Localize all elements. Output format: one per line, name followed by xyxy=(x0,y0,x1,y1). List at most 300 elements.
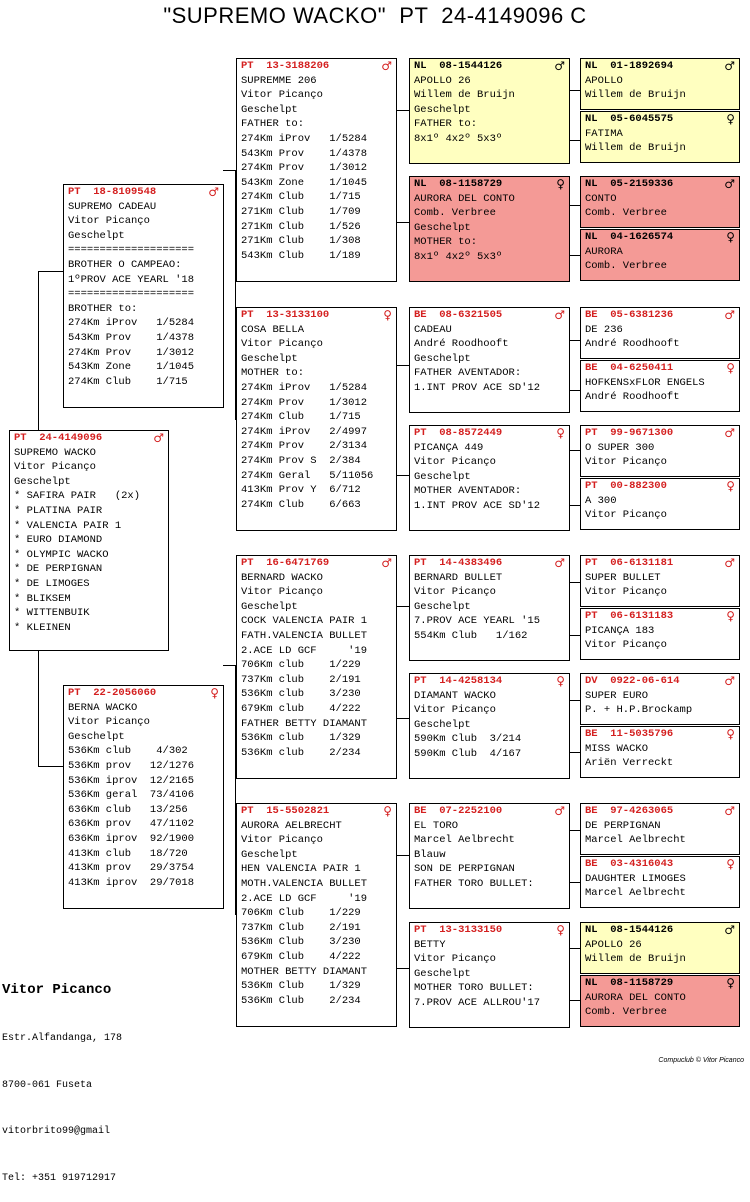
card-header xyxy=(581,230,739,245)
card-line: Geschelpt xyxy=(414,352,471,365)
female-symbol-icon: ♀ xyxy=(726,361,735,375)
pigeon-card-fm xyxy=(236,307,397,531)
connector-line xyxy=(570,1000,580,1001)
card-line: Geschelpt xyxy=(414,470,471,483)
card-line: 413Km prov 29/3754 xyxy=(68,862,195,875)
card-header xyxy=(410,556,569,571)
connector-line xyxy=(397,606,409,607)
card-line: Marcel Aelbrecht xyxy=(414,834,515,847)
card-line: Geschelpt xyxy=(414,221,471,234)
card-line: 543Km Zone 1/1045 xyxy=(68,361,195,374)
card-line: DIAMANT WACKO xyxy=(414,689,496,702)
card-line: 536Km club 4/302 xyxy=(68,745,188,758)
ring-number: DV 0922-06-614 xyxy=(585,675,680,687)
card-line: 636Km iprov 92/1900 xyxy=(68,832,195,845)
card-line: FATHER BETTY DIAMANT xyxy=(241,717,368,730)
card-line: Geschelpt xyxy=(68,229,125,242)
card-line: 274Km Prov 1/3012 xyxy=(68,346,195,359)
ring-number: PT 99-9671300 xyxy=(585,427,674,439)
card-line: 274Km Prov 2/3134 xyxy=(241,440,368,453)
female-symbol-icon: ♀ xyxy=(556,177,565,191)
card-line: 1ºPROV ACE YEARL '18 xyxy=(68,273,195,286)
ring-number: BE 03-4316043 xyxy=(585,858,674,870)
connector-line xyxy=(570,700,580,701)
male-symbol-icon: ♂ xyxy=(554,556,565,570)
card-line: ==================== xyxy=(68,288,195,301)
connector-line xyxy=(570,255,580,256)
female-symbol-icon: ♀ xyxy=(726,609,735,623)
card-line: FATHER TORO BULLET: xyxy=(414,877,534,890)
card-line: 7.PROV ACE YEARL '15 xyxy=(414,615,541,628)
page-title: "SUPREMO WACKO" PT 24-4149096 C xyxy=(163,3,587,28)
card-line: Vitor Picanço xyxy=(14,461,96,474)
card-line: APOLLO xyxy=(585,74,623,87)
card-line: SUPREMME 206 xyxy=(241,74,317,87)
card-line: 274Km iProv 1/5284 xyxy=(241,132,368,145)
male-symbol-icon: ♂ xyxy=(381,556,392,570)
card-line: AURORA AELBRECHT xyxy=(241,819,342,832)
card-line: * VALENCIA PAIR 1 xyxy=(14,519,122,532)
connector-line xyxy=(397,365,409,366)
ring-number: PT 22-2056060 xyxy=(68,687,157,699)
card-line: 413Km iprov 29/7018 xyxy=(68,876,195,889)
female-symbol-icon: ♀ xyxy=(556,674,565,688)
card-line: CONTO xyxy=(585,192,617,205)
card-line: BROTHER to: xyxy=(68,302,138,315)
pigeon-card-g4 xyxy=(580,555,740,607)
card-line: 274Km Prov 1/3012 xyxy=(241,162,368,175)
card-line: SUPER EURO xyxy=(585,689,649,702)
card-line: 636Km club 13/256 xyxy=(68,803,188,816)
pigeon-card-g4 xyxy=(580,478,740,530)
card-header xyxy=(410,177,569,192)
pigeon-card-g4 xyxy=(580,922,740,974)
ring-number: BE 07-2252100 xyxy=(414,805,503,817)
card-line: Geschelpt xyxy=(414,718,471,731)
card-line: André Roodhooft xyxy=(585,338,680,351)
ring-number: PT 14-4383496 xyxy=(414,557,503,569)
ring-number: NL 05-6045575 xyxy=(585,113,674,125)
card-line: Geschelpt xyxy=(414,103,471,116)
card-line: Vitor Picanço xyxy=(241,834,323,847)
card-line: AURORA DEL CONTO xyxy=(414,192,515,205)
card-line: 271Km Club 1/308 xyxy=(241,235,361,248)
ring-number: PT 06-6131183 xyxy=(585,610,674,622)
card-header xyxy=(410,674,569,689)
owner-address: Estr.Alfandanga, 178 xyxy=(2,1033,123,1044)
card-header xyxy=(237,804,396,819)
card-line: PICANÇA 449 xyxy=(414,441,484,454)
connector-line xyxy=(570,205,580,206)
card-line: APOLLO 26 xyxy=(414,74,471,87)
card-line: Comb. Verbree xyxy=(585,1006,667,1019)
female-symbol-icon: ♀ xyxy=(383,804,392,818)
card-header xyxy=(410,308,569,323)
card-line: MOTH.VALENCIA BULLET xyxy=(241,877,368,890)
card-header xyxy=(237,59,396,74)
pigeon-card-fff xyxy=(409,58,570,164)
ring-number: BE 04-6250411 xyxy=(585,362,674,374)
card-line: 554Km Club 1/162 xyxy=(414,629,528,642)
card-line: Geschelpt xyxy=(241,352,298,365)
card-line: * KLEINEN xyxy=(14,621,71,634)
card-line: FATHER AVENTADOR: xyxy=(414,367,522,380)
card-line: 706Km club 1/229 xyxy=(241,659,361,672)
card-line: 590Km Club 3/214 xyxy=(414,733,522,746)
card-line: 590Km Club 4/167 xyxy=(414,747,522,760)
card-line: FATH.VALENCIA BULLET xyxy=(241,629,368,642)
card-line: 271Km Club 1/709 xyxy=(241,205,361,218)
card-header xyxy=(581,727,739,742)
owner-phone: Tel: +351 919712917 xyxy=(2,1172,117,1184)
pigeon-card-subject xyxy=(9,430,169,651)
pigeon-card-g4 xyxy=(580,307,740,359)
pigeon-card-g4 xyxy=(580,673,740,725)
connector-line xyxy=(570,752,580,753)
card-line: DE PERPIGNAN xyxy=(585,819,661,832)
male-symbol-icon: ♂ xyxy=(724,804,735,818)
card-header xyxy=(581,479,739,494)
connector-line xyxy=(397,110,409,111)
card-line: 2.ACE LD GCF '19 xyxy=(241,892,368,905)
card-line: 274Km Club 1/715 xyxy=(241,411,361,424)
card-header xyxy=(581,112,739,127)
card-line: P. + H.P.Brockamp xyxy=(585,704,693,717)
ring-number: BE 11-5035796 xyxy=(585,728,674,740)
card-line: MOTHER to: xyxy=(241,367,305,380)
pigeon-card-mother xyxy=(63,685,224,909)
ring-number: BE 05-6381236 xyxy=(585,309,674,321)
ring-number: PT 00-882300 xyxy=(585,480,667,492)
card-line: Vitor Picanço xyxy=(585,456,667,469)
ring-number: NL 08-1158729 xyxy=(585,977,674,989)
card-line: * OLYMPIC WACKO xyxy=(14,548,109,561)
pigeon-card-g4 xyxy=(580,360,740,412)
card-line: O SUPER 300 xyxy=(585,441,655,454)
card-line: 543Km Prov 1/4378 xyxy=(241,147,368,160)
connector-line xyxy=(38,651,39,766)
card-line: Geschelpt xyxy=(414,967,471,980)
card-header xyxy=(581,426,739,441)
male-symbol-icon: ♂ xyxy=(724,308,735,322)
card-line: DAUGHTER LIMOGES xyxy=(585,872,686,885)
card-line: * BLIKSEM xyxy=(14,592,71,605)
card-header xyxy=(64,185,223,200)
card-line: MOTHER AVENTADOR: xyxy=(414,485,522,498)
pigeon-card-mff xyxy=(409,555,570,661)
card-line: Marcel Aelbrecht xyxy=(585,887,686,900)
card-line: MOTHER BETTY DIAMANT xyxy=(241,965,368,978)
female-symbol-icon: ♀ xyxy=(726,230,735,244)
card-line: 536Km club 2/234 xyxy=(241,746,361,759)
card-line: ==================== xyxy=(68,244,195,257)
card-line: FATHER to: xyxy=(241,118,305,131)
pigeon-card-g4 xyxy=(580,803,740,855)
card-line: Willem de Bruijn xyxy=(585,953,686,966)
pigeon-card-fmm xyxy=(409,425,570,531)
card-line: 7.PROV ACE ALLROU'17 xyxy=(414,996,541,1009)
male-symbol-icon: ♂ xyxy=(554,59,565,73)
connector-line xyxy=(570,340,580,341)
owner-name: Vitor Picanco xyxy=(2,982,112,998)
pigeon-card-g4 xyxy=(580,608,740,660)
card-line: * EURO DIAMOND xyxy=(14,534,103,547)
pigeon-card-mfm xyxy=(409,673,570,779)
card-header xyxy=(581,923,739,938)
male-symbol-icon: ♂ xyxy=(554,804,565,818)
card-line: 706Km Club 1/229 xyxy=(241,907,361,920)
card-line: BROTHER O CAMPEAO: xyxy=(68,258,182,271)
card-line: Geschelpt xyxy=(241,103,298,116)
card-line: DE 236 xyxy=(585,323,623,336)
card-line: * DE LIMOGES xyxy=(14,577,90,590)
female-symbol-icon: ♀ xyxy=(726,479,735,493)
card-line: 536Km Club 3/230 xyxy=(241,936,361,949)
card-header xyxy=(410,923,569,938)
card-line: Vitor Picanço xyxy=(241,338,323,351)
connector-line xyxy=(570,882,580,883)
card-line: 274Km Club 6/663 xyxy=(241,498,361,511)
male-symbol-icon: ♂ xyxy=(724,556,735,570)
card-header xyxy=(581,361,739,376)
card-line: 536Km Club 2/234 xyxy=(241,994,361,1007)
card-line: André Roodhooft xyxy=(414,338,509,351)
connector-line xyxy=(38,271,63,272)
card-line: A 300 xyxy=(585,494,617,507)
card-line: BERNA WACKO xyxy=(68,701,138,714)
card-header xyxy=(237,556,396,571)
card-line: 543Km Club 1/189 xyxy=(241,249,361,262)
owner-postal: 8700-061 Fuseta xyxy=(2,1079,93,1091)
connector-line xyxy=(570,830,580,831)
ring-number: NL 08-1544126 xyxy=(414,60,503,72)
female-symbol-icon: ♀ xyxy=(210,686,219,700)
footer-credit: Compuclub © Vitor Picanco xyxy=(658,1057,744,1064)
card-line: 1.INT PROV ACE SD'12 xyxy=(414,381,541,394)
pigeon-card-mf xyxy=(236,555,397,779)
card-line: MOTHER to: xyxy=(414,236,478,249)
card-line: 536Km geral 73/4106 xyxy=(68,789,195,802)
card-line: SON DE PERPIGNAN xyxy=(414,863,515,876)
card-line: Geschelpt xyxy=(68,730,125,743)
card-header xyxy=(581,308,739,323)
card-line: FATIMA xyxy=(585,127,623,140)
card-header xyxy=(581,804,739,819)
card-line: BERNARD BULLET xyxy=(414,571,503,584)
card-line: Vitor Picanço xyxy=(414,704,496,717)
card-line: Vitor Picanço xyxy=(241,89,323,102)
female-symbol-icon: ♀ xyxy=(726,112,735,126)
male-symbol-icon: ♂ xyxy=(724,59,735,73)
female-symbol-icon: ♀ xyxy=(726,727,735,741)
card-line: 679Km Club 4/222 xyxy=(241,950,361,963)
ring-number: NL 05-2159336 xyxy=(585,178,674,190)
pigeon-card-g4 xyxy=(580,425,740,477)
pigeon-card-g4 xyxy=(580,111,740,163)
ring-number: PT 08-8572449 xyxy=(414,427,503,439)
card-line: BETTY xyxy=(414,938,446,951)
connector-line xyxy=(570,505,580,506)
connector-line xyxy=(223,170,235,171)
card-line: AURORA DEL CONTO xyxy=(585,991,686,1004)
male-symbol-icon: ♂ xyxy=(381,59,392,73)
card-header xyxy=(237,308,396,323)
ring-number: PT 13-3133100 xyxy=(241,309,330,321)
card-line: 536Km prov 12/1276 xyxy=(68,759,195,772)
pigeon-card-father xyxy=(63,184,224,408)
connector-line xyxy=(397,855,409,856)
card-line: 271Km Club 1/526 xyxy=(241,220,361,233)
card-header xyxy=(10,431,168,446)
ring-number: NL 08-1544126 xyxy=(585,924,674,936)
ring-number: NL 08-1158729 xyxy=(414,178,503,190)
card-line: HOFKENSxFLOR ENGELS xyxy=(585,376,705,389)
card-line: CADEAU xyxy=(414,323,452,336)
connector-line xyxy=(570,948,580,949)
male-symbol-icon: ♂ xyxy=(208,185,219,199)
female-symbol-icon: ♀ xyxy=(556,923,565,937)
card-line: Vitor Picanço xyxy=(414,586,496,599)
male-symbol-icon: ♂ xyxy=(724,674,735,688)
pigeon-card-fmf xyxy=(409,307,570,413)
card-line: 274Km Prov S 2/384 xyxy=(241,454,361,467)
card-header xyxy=(581,556,739,571)
card-line: SUPER BULLET xyxy=(585,571,661,584)
connector-line xyxy=(570,582,580,583)
card-line: Vitor Picanço xyxy=(585,639,667,652)
card-line: 543Km Prov 1/4378 xyxy=(68,331,195,344)
female-symbol-icon: ♀ xyxy=(556,426,565,440)
connector-line xyxy=(397,718,409,719)
female-symbol-icon: ♀ xyxy=(726,976,735,990)
card-line: 413Km Prov Y 6/712 xyxy=(241,484,361,497)
card-line: 679Km club 4/222 xyxy=(241,702,361,715)
connector-line xyxy=(397,968,409,969)
card-line: Vitor Picanço xyxy=(68,716,150,729)
card-line: Ariën Verreckt xyxy=(585,757,674,770)
card-line: André Roodhooft xyxy=(585,391,680,404)
connector-line xyxy=(397,222,409,223)
male-symbol-icon: ♂ xyxy=(724,177,735,191)
card-line: HEN VALENCIA PAIR 1 xyxy=(241,863,361,876)
card-line: 274Km iProv 2/4997 xyxy=(241,425,368,438)
card-header xyxy=(581,976,739,991)
pigeon-card-g4 xyxy=(580,856,740,908)
card-line: Willem de Bruijn xyxy=(585,89,686,102)
card-line: 8x1º 4x2º 5x3º xyxy=(414,250,503,263)
card-line: Blauw xyxy=(414,848,446,861)
pigeon-card-ff xyxy=(236,58,397,282)
card-header xyxy=(581,177,739,192)
card-line: 413Km club 18/720 xyxy=(68,847,188,860)
male-symbol-icon: ♂ xyxy=(554,308,565,322)
connector-line xyxy=(38,766,63,767)
card-header xyxy=(64,686,223,701)
card-line: 274Km iProv 1/5284 xyxy=(241,381,368,394)
connector-line xyxy=(570,390,580,391)
male-symbol-icon: ♂ xyxy=(153,431,164,445)
card-line: SUPREMO CADEAU xyxy=(68,200,157,213)
female-symbol-icon: ♀ xyxy=(383,308,392,322)
ring-number: PT 06-6131181 xyxy=(585,557,674,569)
card-line: Willem de Bruijn xyxy=(414,89,515,102)
ring-number: NL 01-1892694 xyxy=(585,60,674,72)
card-line: Vitor Picanço xyxy=(414,456,496,469)
connector-line xyxy=(38,271,39,430)
ring-number: PT 13-3133150 xyxy=(414,924,503,936)
card-line: Comb. Verbree xyxy=(585,260,667,273)
card-header xyxy=(410,426,569,441)
card-line: Geschelpt xyxy=(14,475,71,488)
card-line: PICANÇA 183 xyxy=(585,624,655,637)
card-line: Geschelpt xyxy=(241,600,298,613)
ring-number: PT 14-4258134 xyxy=(414,675,503,687)
card-line: 536Km iprov 12/2165 xyxy=(68,774,195,787)
card-line: 536Km Club 1/329 xyxy=(241,980,361,993)
ring-number: PT 16-6471769 xyxy=(241,557,330,569)
owner-info xyxy=(2,949,122,1202)
card-line: 274Km Club 1/715 xyxy=(241,191,361,204)
connector-line xyxy=(570,140,580,141)
card-line: EL TORO xyxy=(414,819,459,832)
card-line: Vitor Picanço xyxy=(241,586,323,599)
card-line: COCK VALENCIA PAIR 1 xyxy=(241,615,368,628)
card-line: 274Km Club 1/715 xyxy=(68,375,188,388)
card-header xyxy=(410,804,569,819)
pigeon-card-mmf xyxy=(409,803,570,909)
ring-number: PT 13-3188206 xyxy=(241,60,330,72)
card-header xyxy=(581,674,739,689)
card-line: 543Km Zone 1/1045 xyxy=(241,176,368,189)
ring-number: NL 04-1626574 xyxy=(585,231,674,243)
card-line: 274Km Prov 1/3012 xyxy=(241,396,368,409)
pigeon-card-g4 xyxy=(580,726,740,778)
pigeon-card-g4 xyxy=(580,176,740,228)
card-header xyxy=(581,59,739,74)
card-line: Vitor Picanço xyxy=(585,586,667,599)
card-line: FATHER to: xyxy=(414,118,478,131)
card-line: * PLATINA PAIR xyxy=(14,504,103,517)
card-line: Geschelpt xyxy=(241,848,298,861)
pigeon-card-mm xyxy=(236,803,397,1027)
ring-number: PT 24-4149096 xyxy=(14,432,103,444)
pigeon-card-g4 xyxy=(580,229,740,281)
connector-line xyxy=(570,90,580,91)
ring-number: PT 18-8109548 xyxy=(68,186,157,198)
card-line: MOTHER TORO BULLET: xyxy=(414,982,534,995)
owner-email[interactable]: vitorbrito99@gmail xyxy=(2,1126,111,1137)
card-line: 536Km club 1/329 xyxy=(241,732,361,745)
card-line: BERNARD WACKO xyxy=(241,571,323,584)
card-line: 274Km iProv 1/5284 xyxy=(68,317,195,330)
card-line: Vitor Picanço xyxy=(68,215,150,228)
card-line: 737Km Club 2/191 xyxy=(241,921,361,934)
card-line: Comb. Verbree xyxy=(414,207,496,220)
connector-line xyxy=(570,635,580,636)
card-line: SUPREMO WACKO xyxy=(14,446,96,459)
card-line: 2.ACE LD GCF '19 xyxy=(241,644,368,657)
card-line: Marcel Aelbrecht xyxy=(585,834,686,847)
card-line: Geschelpt xyxy=(414,600,471,613)
card-header xyxy=(581,857,739,872)
card-line: * DE PERPIGNAN xyxy=(14,563,103,576)
pigeon-card-g4 xyxy=(580,975,740,1027)
card-line: Comb. Verbree xyxy=(585,207,667,220)
pigeon-card-g4 xyxy=(580,58,740,110)
card-header xyxy=(410,59,569,74)
card-line: Willem de Bruijn xyxy=(585,142,686,155)
card-line: 536Km club 3/230 xyxy=(241,688,361,701)
